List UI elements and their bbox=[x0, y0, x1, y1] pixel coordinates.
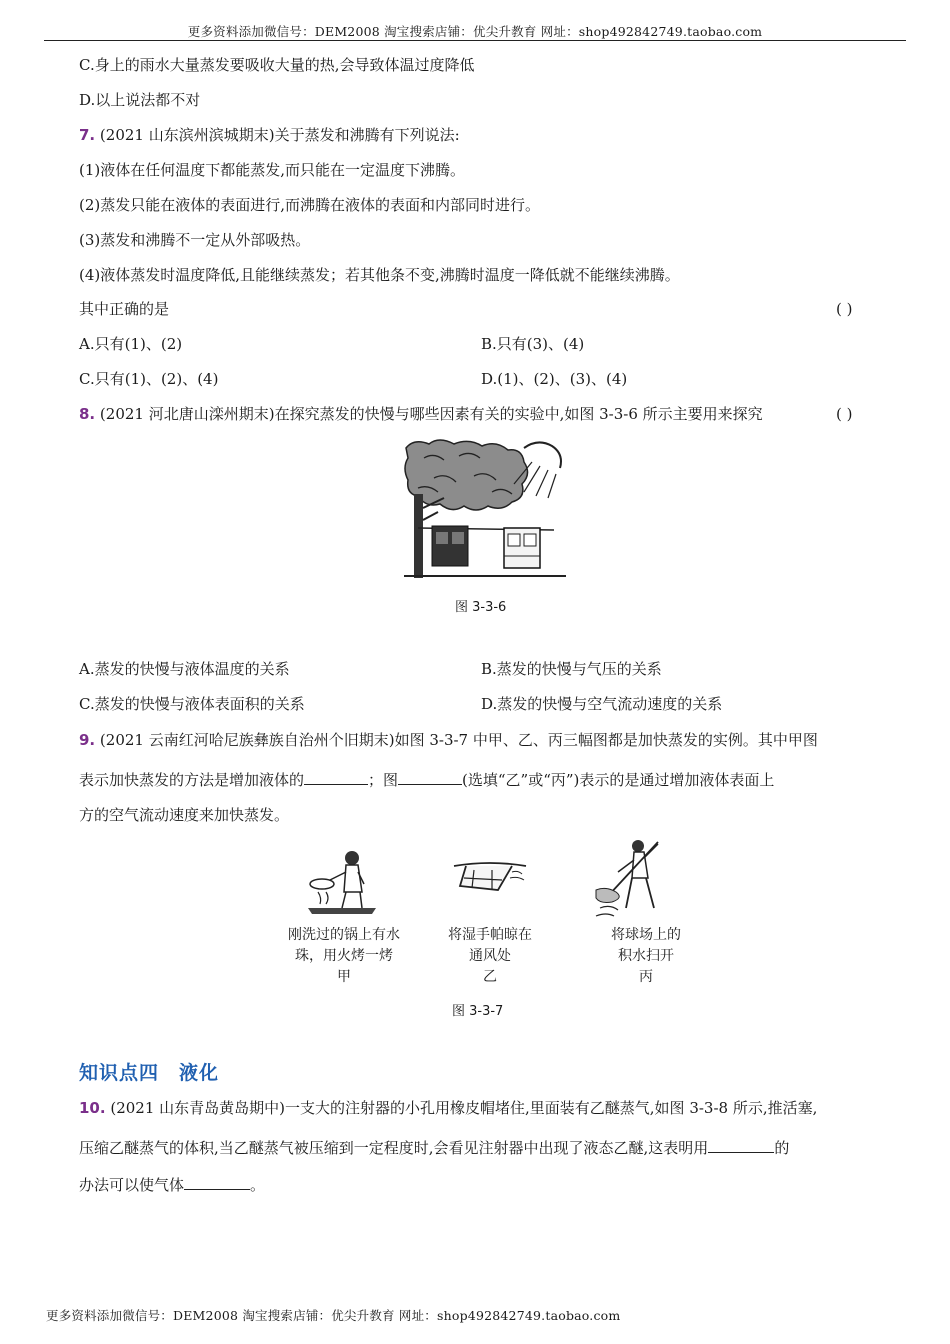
page-footer: 更多资料添加微信号：DEM2008 淘宝搜索店铺：优尖升教育 网址：shop492842749.taobao.com bbox=[46, 1308, 621, 1323]
q10-line-2 bbox=[79, 1136, 789, 1158]
q7-statement-2: (2)蒸发只能在液体的表面进行,而沸腾在液体的表面和内部同时进行。 bbox=[79, 196, 541, 214]
q7-stem bbox=[79, 125, 460, 145]
label-jia-line-2: 珠，用火烤一烤 bbox=[295, 948, 393, 964]
q9-line-1 bbox=[79, 730, 818, 750]
q7-option-b: B.只有(3)、(4) bbox=[481, 335, 585, 353]
q7-answer-paren: ( ) bbox=[836, 300, 853, 318]
label-bing-line-1: 将球场上的 bbox=[611, 927, 681, 943]
q7-option-c: C.只有(1)、(2)、(4) bbox=[79, 370, 219, 388]
figure-3-3-7-label-bing bbox=[586, 925, 706, 988]
section-heading: 知识点四 液化 bbox=[79, 1062, 220, 1084]
q7-stem-text: (2021 山东滨州滨城期末)关于蒸发和沸腾有下列说法: bbox=[99, 126, 460, 144]
q8-stem bbox=[79, 404, 763, 424]
q10-blank-1[interactable] bbox=[708, 1136, 774, 1153]
figure-3-3-7-caption: 图 3-3-7 bbox=[452, 1004, 504, 1019]
label-bing-line-2: 积水扫开 bbox=[618, 948, 674, 964]
q10-line-2b: 的 bbox=[774, 1139, 790, 1157]
label-yi-line-3: 乙 bbox=[483, 969, 497, 985]
q7-option-a: A.只有(1)、(2) bbox=[79, 335, 183, 353]
q7-statement-4: (4)液体蒸发时温度降低,且能继续蒸发；若其他条不变,沸腾时温度一降低就不能继续沸腾。 bbox=[79, 266, 680, 284]
figure-3-3-7-panel-bing bbox=[592, 838, 676, 920]
figure-3-3-6-caption: 图 3-3-6 bbox=[455, 600, 507, 615]
q9-line-3: 方的空气流动速度来加快蒸发。 bbox=[79, 806, 290, 824]
q6-option-c: C.身上的雨水大量蒸发要吸收大量的热,会导致体温过度降低 bbox=[79, 56, 475, 74]
q10-line-2a: 压缩乙醚蒸气的体积,当乙醚蒸气被压缩到一定程度时,会看见注射器中出现了液态乙醚,这表明用 bbox=[79, 1139, 709, 1157]
q7-ask: 其中正确的是 bbox=[79, 300, 170, 318]
q8-option-c: C.蒸发的快慢与液体表面积的关系 bbox=[79, 695, 305, 713]
q8-number: 8. bbox=[79, 405, 96, 423]
q10-blank-2[interactable] bbox=[184, 1173, 250, 1190]
q8-option-d: D.蒸发的快慢与空气流动速度的关系 bbox=[481, 695, 723, 713]
q9-line-1-text: (2021 云南红河哈尼族彝族自治州个旧期末)如图 3-3-7 中甲、乙、丙三幅图都是加快蒸发的实例。其中甲图 bbox=[99, 731, 818, 749]
q9-blank-2[interactable] bbox=[398, 768, 462, 785]
page-header: 更多资料添加微信号：DEM2008 淘宝搜索店铺：优尖升教育 网址：shop492842749.taobao.com bbox=[187, 24, 763, 39]
q9-blank-1[interactable] bbox=[304, 768, 368, 785]
q7-number: 7. bbox=[79, 126, 96, 144]
q7-statement-1: (1)液体在任何温度下都能蒸发,而只能在一定温度下沸腾。 bbox=[79, 161, 466, 179]
figure-3-3-6-illustration bbox=[404, 438, 566, 580]
q7-option-d: D.(1)、(2)、(3)、(4) bbox=[481, 370, 628, 388]
q8-answer-paren: ( ) bbox=[836, 405, 853, 423]
q10-line-1-text: (2021 山东青岛黄岛期中)一支大的注射器的小孔用橡皮帽堵住,里面装有乙醚蒸气,如图 3-3-8 所示,推活塞, bbox=[110, 1099, 818, 1117]
q9-line-2 bbox=[79, 768, 774, 790]
q6-option-d: D.以上说法都不对 bbox=[79, 91, 201, 109]
header-divider bbox=[44, 40, 906, 41]
q9-line-2b: ；图 bbox=[368, 771, 399, 789]
q8-stem-text: (2021 河北唐山滦州期末)在探究蒸发的快慢与哪些因素有关的实验中,如图 3-3-6 所示主要用来探究 bbox=[99, 405, 763, 423]
figure-3-3-7-panel-yi bbox=[452, 858, 528, 898]
q9-line-2a: 表示加快蒸发的方法是增加液体的 bbox=[79, 771, 305, 789]
q8-option-a: A.蒸发的快慢与液体温度的关系 bbox=[79, 660, 290, 678]
q10-line-3b: 。 bbox=[250, 1176, 266, 1194]
q10-number: 10. bbox=[79, 1099, 106, 1117]
label-jia-line-3: 甲 bbox=[337, 969, 351, 985]
q8-option-b: B.蒸发的快慢与气压的关系 bbox=[481, 660, 662, 678]
figure-3-3-7-panel-jia bbox=[306, 848, 384, 918]
label-bing-line-3: 丙 bbox=[639, 969, 653, 985]
label-yi-line-1: 将湿手帕晾在 bbox=[448, 927, 532, 943]
q10-line-3 bbox=[79, 1173, 265, 1195]
q9-number: 9. bbox=[79, 731, 96, 749]
figure-3-3-7-label-yi bbox=[430, 925, 550, 988]
label-jia-line-1: 刚洗过的锅上有水 bbox=[288, 927, 400, 943]
q10-line-1 bbox=[79, 1098, 817, 1118]
q7-statement-3: (3)蒸发和沸腾不一定从外部吸热。 bbox=[79, 231, 311, 249]
label-yi-line-2: 通风处 bbox=[469, 948, 511, 964]
figure-3-3-7-label-jia bbox=[274, 925, 414, 988]
q9-line-2c: (选填“乙”或“丙”)表示的是通过增加液体表面上 bbox=[462, 771, 775, 789]
q10-line-3a: 办法可以使气体 bbox=[79, 1176, 185, 1194]
